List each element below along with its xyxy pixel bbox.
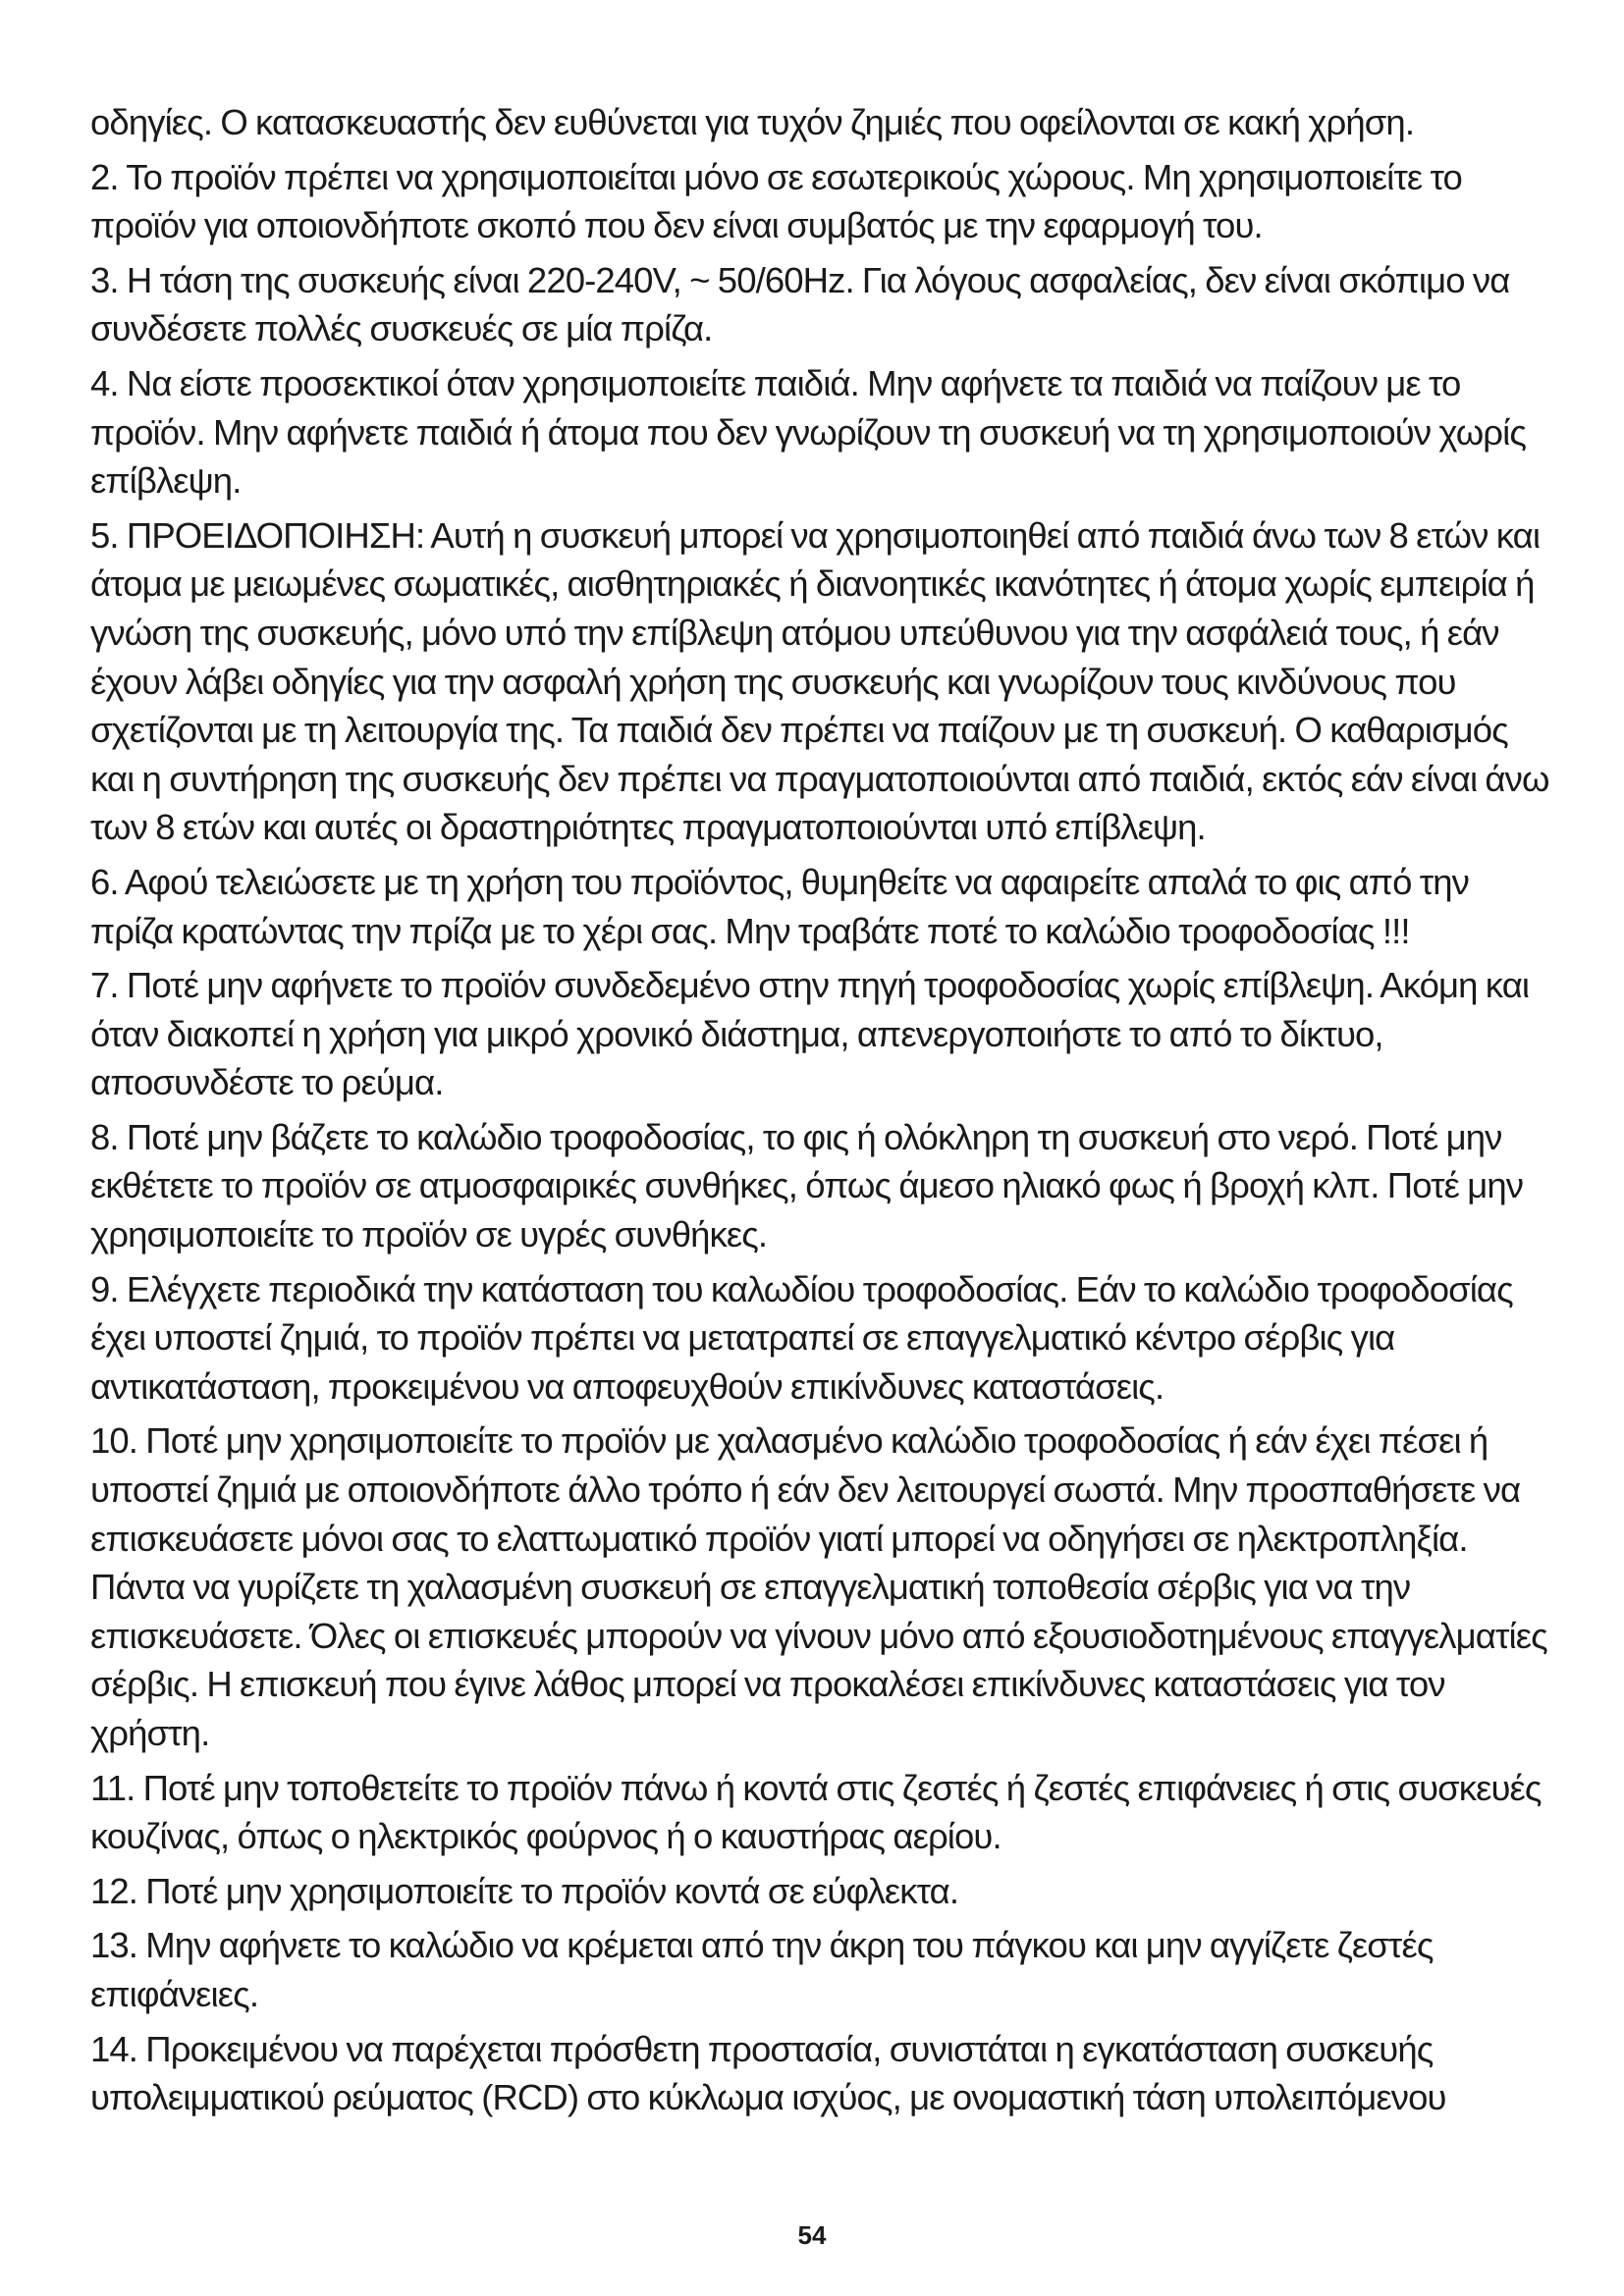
paragraph-item-7: 7. Ποτέ μην αφήνετε το προϊόν συνδεδεμένο στην πηγή τροφοδοσίας χωρίς επίβλεψη. Ακόμη και όταν διακοπεί η χρήση για μικρό χρονικό διάστημα, απενεργοποιήστε το από το δίκτυο, αποσυνδέστε το ρεύμα. (90, 965, 1530, 1103)
paragraph-item-12: 12. Ποτέ μην χρησιμοποιείτε το προϊόν κοντά σε εύφλεκτα. (90, 1870, 959, 1911)
paragraph-item-13: 13. Μην αφήνετε το καλώδιο να κρέμεται από την άκρη του πάγκου και μην αγγίζετε ζεστές επιφάνειες. (90, 1925, 1434, 2014)
paragraph-item-10: 10. Ποτέ μην χρησιμοποιείτε το προϊόν με χαλασμένο καλώδιο τροφοδοσίας ή εάν έχει πέσει ή υποστεί ζημιά με οποιονδήποτε άλλο τρόπο ή εάν δεν λειτουργεί σωστά. Μην προσπαθήσετε να επισκευάσετε μόνοι σας το ελαττωματικό προϊόν γιατί μπορεί να οδηγήσει σε ηλεκτροπληξία. Πάντα να γυρίζετε τη χαλασμένη συσκευή σε επαγγελματική τοποθεσία σέρβις για να την επισκευάσετε. Όλες οι επισκευές μπορούν να γίνουν μόνο από εξουσιοδοτημένους επαγγελματίες σέρβις. Η επισκευή που έγινε λάθος μπορεί να προκαλέσει επικίνδυνες καταστάσεις για τον χρήστη. (90, 1420, 1547, 1753)
paragraph-item-5: 5. ΠΡΟΕΙΔΟΠΟΙΗΣΗ: Αυτή η συσκευή μπορεί να χρησιμοποιηθεί από παιδιά άνω των 8 ετών και άτομα με μειωμένες σωματικές, αισθητηριακές ή διανοητικές ικανότητες ή άτομα χωρίς εμπειρία ή γνώση της συσκευής, μόνο υπό την επίβλεψη ατόμου υπεύθυνου για την ασφάλειά τους, ή εάν έχουν λάβει οδηγίες για την ασφαλή χρήση της συσκευής και γνωρίζουν τους κινδύνους που σχετίζονται με τη λειτουργία της. Τα παιδιά δεν πρέπει να παίζουν με τη συσκευή. Ο καθαρισμός και η συντήρηση της συσκευής δεν πρέπει να πραγματοποιούνται από παιδιά, εκτός εάν είναι άνω των 8 ετών και αυτές οι δραστηριότητες πραγματοποιούνται υπό επίβλεψη. (90, 514, 1549, 848)
document-body (90, 98, 1553, 2128)
paragraph-item-3: 3. Η τάση της συσκευής είναι 220-240V, ~ 50/60Hz. Για λόγους ασφαλείας, δεν είναι σκόπιμο να συνδέσετε πολλές συσκευές σε μία πρίζα. (90, 259, 1510, 349)
paragraph-intro-continuation: οδηγίες. Ο κατασκευαστής δεν ευθύνεται για τυχόν ζημιές που οφείλονται σε κακή χρήση. (90, 102, 1415, 142)
paragraph-item-4: 4. Να είστε προσεκτικοί όταν χρησιμοποιείτε παιδιά. Μην αφήνετε τα παιδιά να παίζουν με το προϊόν. Μην αφήνετε παιδιά ή άτομα που δεν γνωρίζουν τη συσκευή να τη χρησιμοποιούν χωρίς επίβλεψη. (90, 362, 1527, 502)
paragraph-item-2: 2. Το προϊόν πρέπει να χρησιμοποιείται μόνο σε εσωτερικούς χώρους. Μη χρησιμοποιείτε το προϊόν για οποιονδήποτε σκοπό που δεν είναι συμβατός με την εφαρμογή του. (90, 156, 1462, 246)
paragraph-item-6: 6. Αφού τελειώσετε με τη χρήση του προϊόντος, θυμηθείτε να αφαιρείτε απαλά το φις από την πρίζα κρατώντας την πρίζα με το χέρι σας. Μην τραβάτε ποτέ το καλώδιο τροφοδοσίας !!! (90, 861, 1470, 951)
page-number: 54 (797, 2220, 827, 2250)
paragraph-item-8: 8. Ποτέ μην βάζετε το καλώδιο τροφοδοσίας, το φις ή ολόκληρη τη συσκευή στο νερό. Ποτέ μην εκθέτετε το προϊόν σε ατμοσφαιρικές συνθήκες, όπως άμεσο ηλιακό φως ή βροχή κλπ. Ποτέ μην χρησιμοποιείτε το προϊόν σε υγρές συνθήκες. (90, 1116, 1524, 1255)
paragraph-item-9: 9. Ελέγχετε περιοδικά την κατάσταση του καλωδίου τροφοδοσίας. Εάν το καλώδιο τροφοδοσίας έχει υποστεί ζημιά, το προϊόν πρέπει να μετατραπεί σε επαγγελματικό κέντρο σέρβις για αντικατάσταση, προκειμένου να αποφευχθούν επικίνδυνες καταστάσεις. (90, 1268, 1513, 1407)
paragraph-item-14: 14. Προκειμένου να παρέχεται πρόσθετη προστασία, συνιστάται η εγκατάσταση συσκευής υπολειμματικού ρεύματος (RCD) στο κύκλωμα ισχύος, με ονομαστική τάση υπολειπόμενου (90, 2028, 1446, 2118)
paragraph-item-11: 11. Ποτέ μην τοποθετείτε το προϊόν πάνω ή κοντά στις ζεστές ή ζεστές επιφάνειες ή στις συσκευές κουζίνας, όπως ο ηλεκτρικός φούρνος ή ο καυστήρας αερίου. (90, 1767, 1542, 1857)
